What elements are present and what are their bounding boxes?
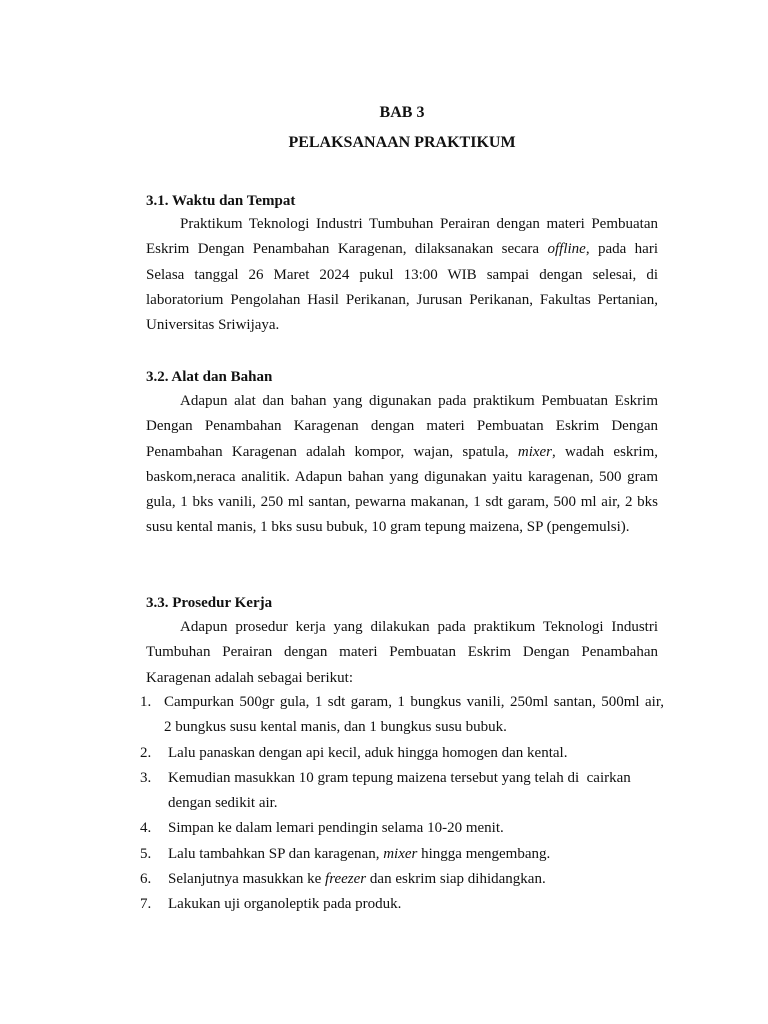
procedure-step — [134, 690, 679, 741]
procedure-step — [134, 842, 664, 867]
step-text: Lalu tambahkan SP dan karagenan, — [168, 845, 384, 862]
step-number: 3. — [140, 769, 152, 786]
step-number: 4. — [140, 820, 152, 837]
step-text: Selanjutnya masukkan ke — [168, 871, 326, 888]
paragraph-text: , wadah eskrim, baskom,neraca analitik. Adapun bahan yang digunakan yaitu karagenan, 500 gram gula, 1 bks vanili, 250 ml santan, pewarna makanan, 1 sdt garam, 500 ml air, 2 bks susu kental manis, 1 bks susu bubuk, 10 gram tepung maizena, SP (pengemulsi). — [146, 443, 658, 536]
step-number: 2. — [140, 744, 152, 761]
section-heading-waktu-tempat: 3.1. Waktu dan Tempat — [146, 193, 296, 209]
paragraph-emphasis: offline — [547, 241, 586, 258]
procedure-step — [134, 867, 664, 892]
procedure-step — [134, 892, 664, 917]
step-text: Lalu panaskan dengan api kecil, aduk hingga homogen dan kental. — [168, 744, 568, 761]
step-text: Kemudian masukkan 10 gram tepung maizena tersebut yang telah di cairkan dengan sedikit air. — [168, 769, 635, 812]
step-text: hingga mengembang. — [417, 845, 551, 862]
paragraph-text: , pada hari Selasa tanggal 26 Maret 2024 pukul 13:00 WIB sampai dengan selesai, di laboratorium Pengolahan Hasil Perikanan, Jurusan Perikanan, Fakultas Pertanian, Universitas Sriwijaya. — [146, 241, 658, 334]
section-paragraph-prosedur-intro: Adapun prosedur kerja yang dilakukan pada praktikum Teknologi Industri Tumbuhan Perairan dengan materi Pembuatan Eskrim Dengan Penambahan Karagenan adalah sebagai berikut: — [146, 619, 658, 686]
procedure-step — [134, 816, 664, 841]
procedure-step — [134, 741, 664, 766]
section-heading-prosedur-kerja: 3.3. Prosedur Kerja — [146, 595, 273, 611]
step-text: Lakukan uji organoleptik pada produk. — [168, 896, 402, 913]
section-heading-alat-bahan: 3.2. Alat dan Bahan — [146, 369, 273, 385]
paragraph-text: Adapun alat dan bahan yang digunakan pada praktikum Pembuatan Eskrim Dengan Penambahan Karagenan dengan materi Pembuatan Eskrim Dengan Penambahan Karagenan adalah kompor, wajan, spatula, — [146, 393, 658, 460]
paragraph-text: Praktikum Teknologi Industri Tumbuhan Perairan dengan materi Pembuatan Eskrim Dengan Penambahan Karagenan, dilaksanakan secara — [146, 216, 658, 258]
procedure-step — [134, 766, 664, 817]
paragraph-emphasis: mixer — [517, 443, 553, 460]
step-number: 7. — [140, 896, 152, 913]
step-emphasis: freezer — [325, 871, 367, 888]
procedure-list — [134, 690, 679, 918]
step-text: Simpan ke dalam lemari pendingin selama 10-20 menit. — [168, 820, 504, 837]
step-number: 5. — [140, 845, 152, 862]
step-number: 1. — [140, 694, 152, 710]
step-emphasis: mixer — [383, 845, 418, 862]
chapter-number: BAB 3 — [379, 104, 425, 121]
step-text: Campurkan 500gr gula, 1 sdt garam, 1 bungkus vanili, 250ml santan, 500ml air, 2 bungkus susu kental manis, dan 1 bungkus susu bubuk. — [164, 694, 679, 736]
section-paragraph-alat-bahan — [146, 389, 658, 541]
chapter-title: PELAKSANAAN PRAKTIKUM — [288, 134, 516, 151]
step-number: 6. — [140, 871, 152, 888]
section-paragraph-waktu-tempat — [146, 212, 658, 338]
step-text: dan eskrim siap dihidangkan. — [366, 871, 546, 888]
